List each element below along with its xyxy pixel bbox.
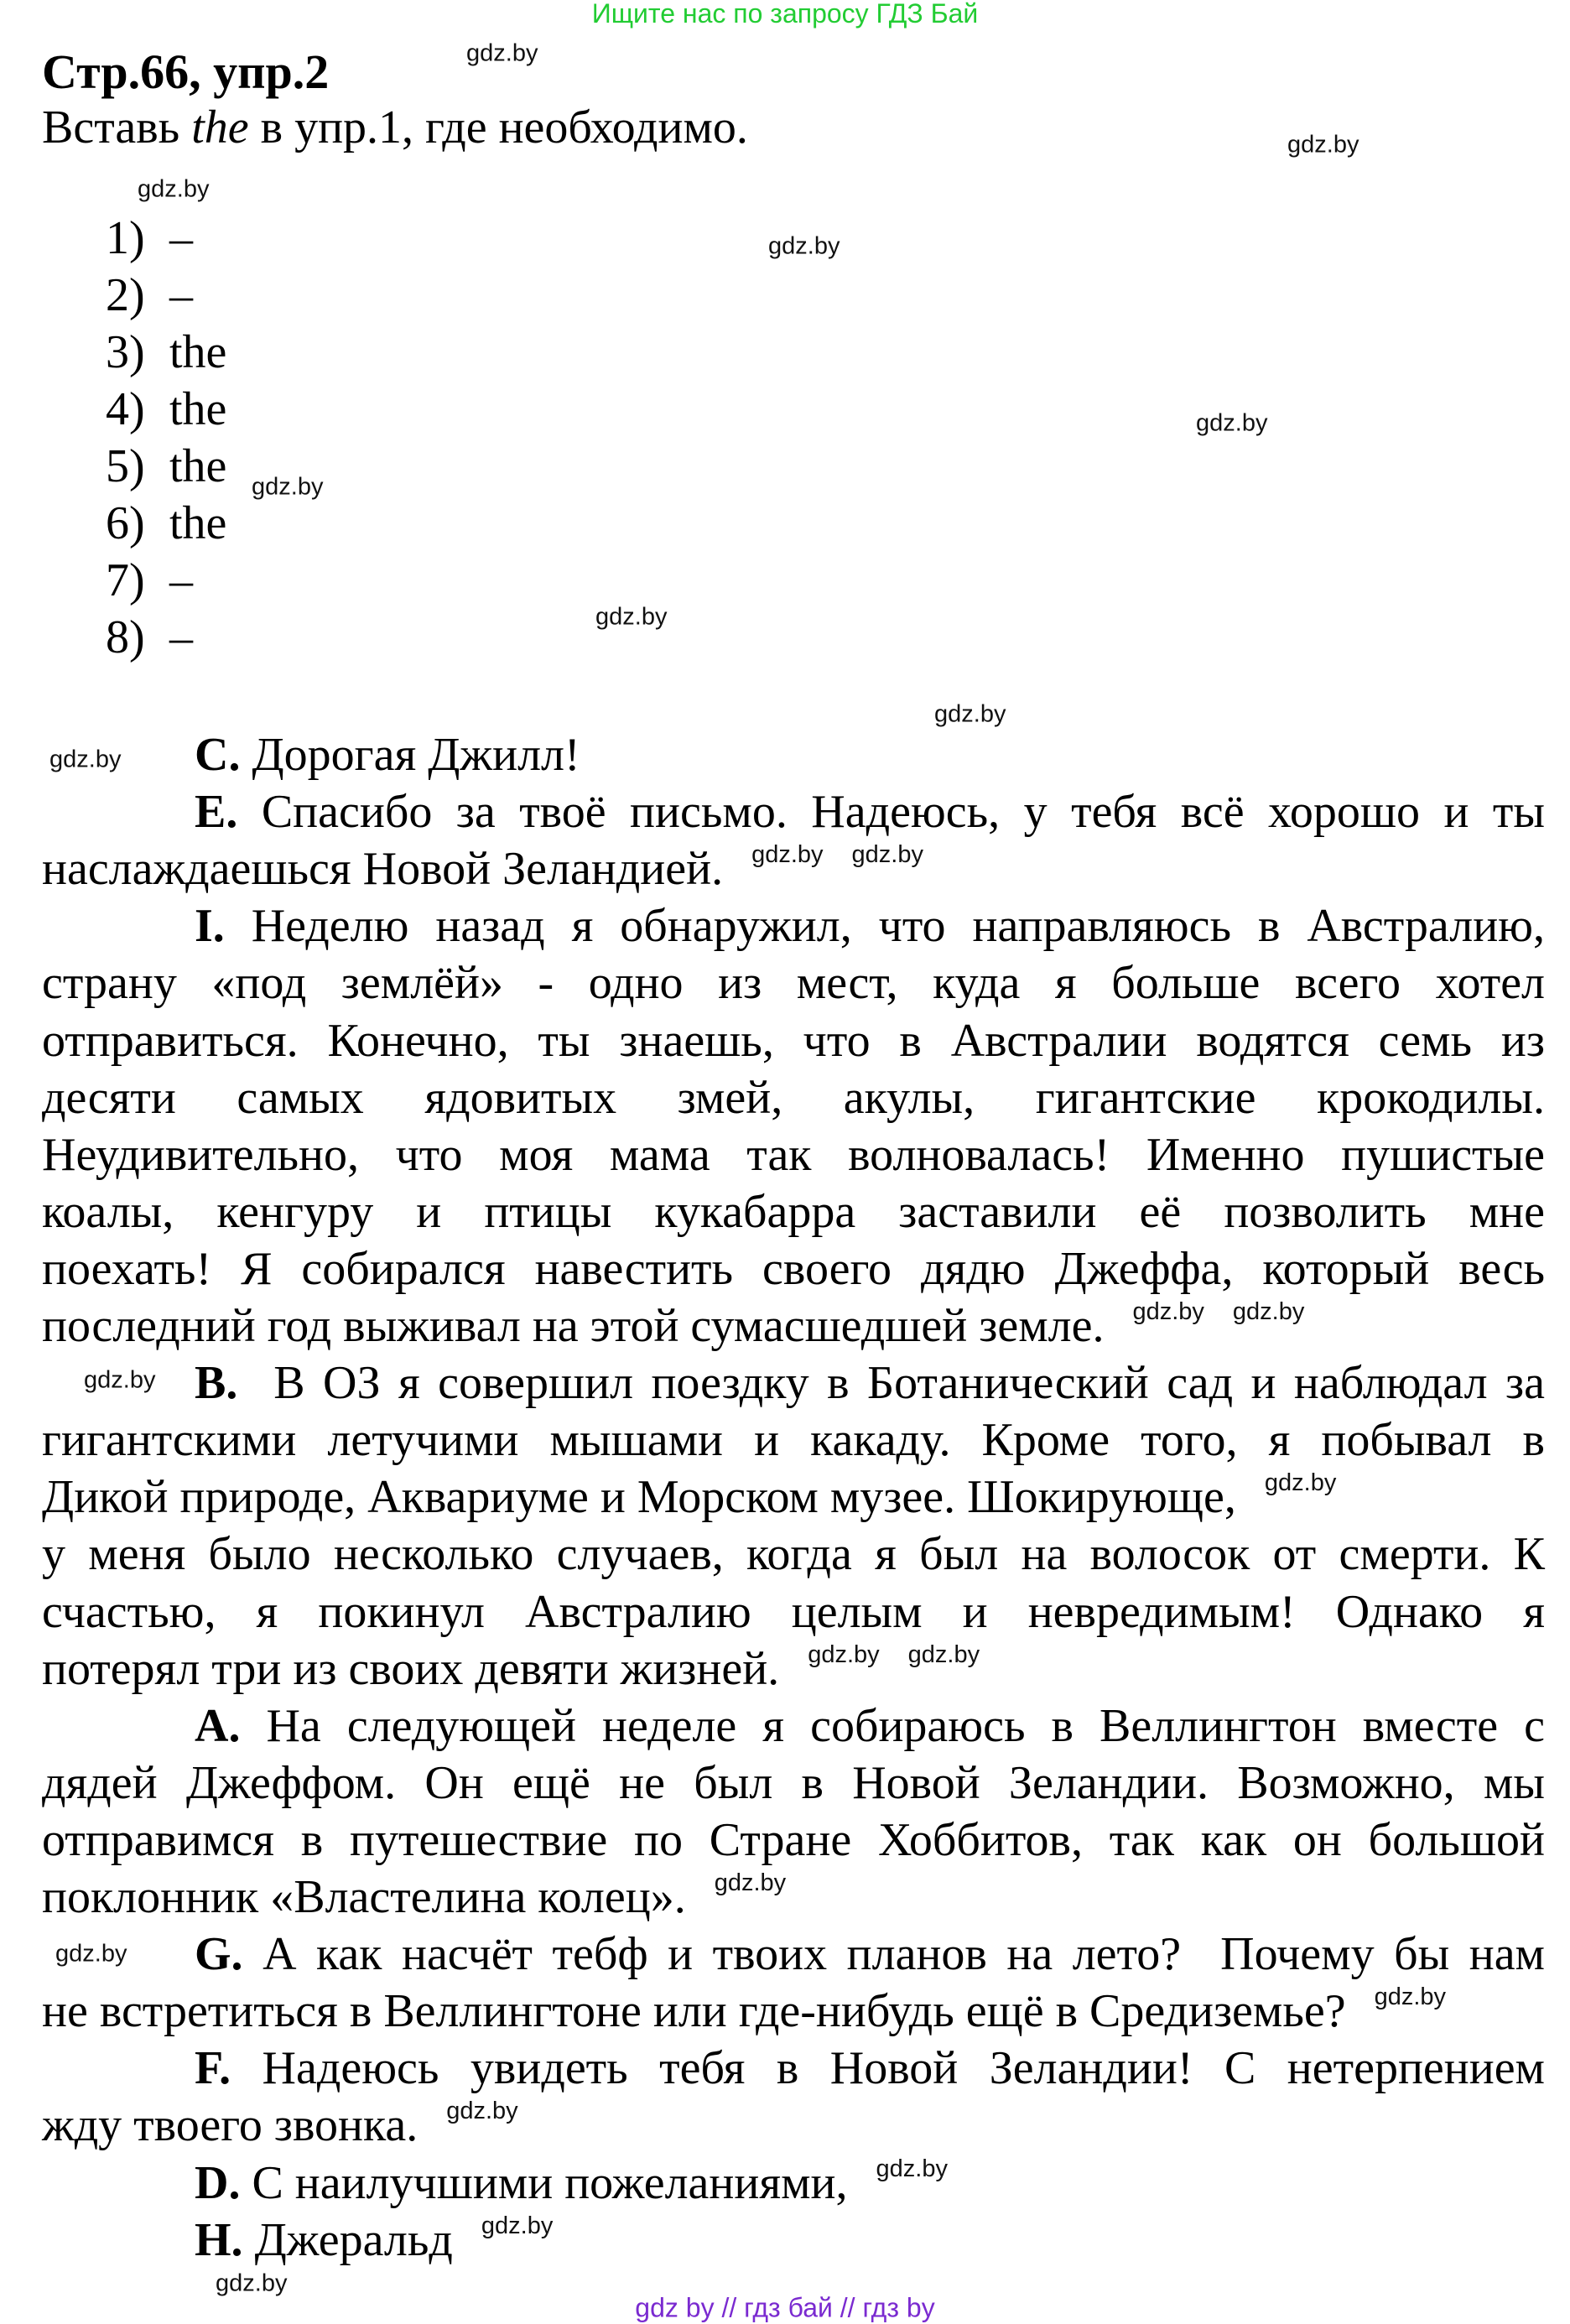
- watermark-link[interactable]: gdz.by: [466, 39, 538, 67]
- line-content: [42, 843, 723, 895]
- answer-number: 1): [106, 212, 145, 264]
- watermark-link[interactable]: gdz.by: [1196, 409, 1268, 437]
- paragraph-label: G.: [195, 1928, 243, 1981]
- watermark-link[interactable]: gdz.by: [1374, 1983, 1447, 2011]
- answer-value: the: [169, 497, 227, 549]
- line-content: [42, 1586, 1545, 1638]
- line-content: [195, 900, 1545, 952]
- answer-item: [106, 325, 226, 379]
- letter-line: [195, 1926, 1545, 1983]
- letter-line: [42, 1069, 1545, 1126]
- line-text: Дорогая Джилл!: [240, 729, 580, 781]
- line-text: В ОЗ я совершил поездку в Ботанический сад и наблюдал за: [237, 1357, 1545, 1410]
- watermark-link[interactable]: gdz.by: [1264, 1469, 1337, 1497]
- answer-value: the: [169, 383, 227, 435]
- answer-value: –: [169, 611, 193, 663]
- top-banner[interactable]: Ищите нас по запросу ГДЗ Бай: [591, 0, 979, 29]
- line-text: страну «под землёй» - одно из мест, куда я больше всего хотел: [42, 957, 1545, 1010]
- line-content: [195, 1700, 1545, 1752]
- letter-line: [42, 1183, 1545, 1240]
- letter-line: [42, 1126, 1545, 1183]
- line-text: Джеральд: [242, 2213, 453, 2266]
- letter-line: [42, 1412, 1545, 1469]
- answer-value: the: [169, 326, 227, 378]
- line-content: [42, 1528, 1545, 1580]
- watermark-link[interactable]: gdz.by: [934, 700, 1006, 728]
- line-content: [42, 957, 1545, 1009]
- answer-number: 5): [106, 440, 145, 492]
- page-title: Стр.66, упр.2: [42, 44, 330, 99]
- answer-value: –: [169, 269, 193, 321]
- line-content: [195, 1357, 1545, 1409]
- line-content: [42, 1129, 1545, 1181]
- letter-line: [195, 2155, 1545, 2212]
- line-text: отправимся в путешествие по Стране Хоббитов, так как он большой: [42, 1813, 1545, 1866]
- answer-value: –: [169, 212, 193, 264]
- line-content: [42, 1072, 1545, 1124]
- line-content: [195, 786, 1545, 838]
- answer-item: [106, 211, 193, 265]
- line-content: [42, 1985, 1346, 2037]
- bottom-banner[interactable]: gdz by // гдз бай // гдз by: [635, 2292, 935, 2323]
- watermark-link[interactable]: gdz.by: [55, 1940, 127, 1968]
- watermark-link[interactable]: gdz.by: [49, 746, 122, 773]
- letter-line: [42, 1983, 1545, 2040]
- watermark-link[interactable]: gdz.by: [138, 175, 210, 203]
- watermark-link[interactable]: gdz.by: [84, 1366, 156, 1394]
- instruction-start: Вставь: [42, 101, 192, 153]
- letter-line: [42, 1640, 1545, 1698]
- instruction-end: в упр.1, где необходимо.: [248, 101, 748, 153]
- line-content: [195, 2042, 1545, 2094]
- line-text: Неделю назад я обнаружил, что направляюсь в Австралию,: [224, 900, 1545, 953]
- letter-line: [195, 783, 1545, 840]
- letter-line: [195, 897, 1545, 954]
- watermark-link[interactable]: gdz.by: [446, 2098, 518, 2125]
- watermark-link[interactable]: gdz.by: [851, 841, 923, 869]
- line-text: С наилучшими пожеланиями,: [240, 2156, 848, 2209]
- line-text: поклонник «Властелина колец».: [42, 1871, 686, 1923]
- line-content: [42, 1414, 1545, 1466]
- line-content: [195, 2214, 453, 2266]
- letter-line: [42, 1526, 1545, 1583]
- letter-line: [42, 954, 1545, 1011]
- line-text: наслаждаешься Новой Зеландией.: [42, 843, 724, 896]
- watermark-link[interactable]: gdz.by: [481, 2212, 554, 2239]
- line-text: Дикой природе, Аквариуме и Морском музее. Шокирующе,: [42, 1471, 1236, 1524]
- answer-number: 2): [106, 269, 145, 321]
- letter-line: [42, 1755, 1545, 1812]
- line-content: [42, 1814, 1545, 1866]
- answer-item: [106, 268, 193, 322]
- letter-line: [195, 2212, 1545, 2269]
- line-text: коалы, кенгуру и птицы кукабарра заставили её позволить мне: [42, 1185, 1545, 1238]
- line-text: Надеюсь увидеть тебя в Новой Зеландии! С нетерпением: [231, 2042, 1545, 2095]
- answer-value: –: [169, 554, 193, 606]
- line-content: [42, 1186, 1545, 1238]
- letter-line: [42, 1869, 1545, 1926]
- letter-line: [195, 1354, 1545, 1412]
- line-content: [195, 729, 580, 781]
- line-content: [42, 1871, 686, 1923]
- answer-item: [106, 382, 226, 436]
- line-text: последний год выживал на этой сумасшедшей земле.: [42, 1300, 1105, 1352]
- answer-number: 6): [106, 497, 145, 549]
- line-text: На следующей неделе я собираюсь в Веллингтон вместе с: [240, 1699, 1545, 1752]
- letter-line: [42, 1297, 1545, 1354]
- line-text: у меня было несколько случаев, когда я был на волосок от смерти. К: [42, 1528, 1545, 1581]
- letter-line: [42, 1240, 1545, 1297]
- answer-item: [106, 554, 193, 607]
- letter-line: [42, 1812, 1545, 1869]
- line-content: [195, 2157, 848, 2209]
- line-content: [42, 1243, 1545, 1295]
- task-instruction: [42, 101, 748, 154]
- line-content: [42, 2099, 418, 2151]
- line-content: [195, 1928, 1545, 1980]
- line-text: Спасибо за твоё письмо. Надеюсь, у тебя всё хорошо и ты: [237, 786, 1545, 839]
- watermark-link[interactable]: gdz.by: [907, 1640, 980, 1668]
- watermark-link[interactable]: gdz.by: [714, 1869, 787, 1896]
- line-text: десяти самых ядовитых змей, акулы, гигантские крокодилы.: [42, 1071, 1545, 1124]
- watermark-link[interactable]: gdz.by: [595, 603, 668, 631]
- paragraph-label: B.: [195, 1357, 238, 1410]
- line-text: дядей Джеффом. Он ещё не был в Новой Зеландии. Возможно, мы: [42, 1756, 1545, 1809]
- answer-number: 7): [106, 554, 145, 606]
- letter-line: [42, 840, 1545, 897]
- watermark-link[interactable]: gdz.by: [808, 1640, 880, 1668]
- line-content: [42, 1015, 1545, 1067]
- answer-item: [106, 439, 226, 493]
- letter-line: [42, 2097, 1545, 2154]
- answer-number: 3): [106, 326, 145, 378]
- watermark-link[interactable]: gdz.by: [1287, 131, 1359, 159]
- watermark-link[interactable]: gdz.by: [1132, 1298, 1204, 1325]
- paragraph-label: C.: [195, 729, 241, 781]
- paragraph-label: A.: [195, 1699, 241, 1752]
- line-content: [42, 1757, 1545, 1809]
- paragraph-label: H.: [195, 2213, 243, 2266]
- line-content: [42, 1643, 779, 1695]
- letter-line: [195, 2040, 1545, 2097]
- letter-line: [42, 1583, 1545, 1640]
- line-text: поехать! Я собирался навестить своего дядю Джеффа, который весь: [42, 1242, 1545, 1295]
- paragraph-label: I.: [195, 900, 225, 953]
- watermark-link[interactable]: gdz.by: [768, 232, 840, 260]
- answer-item: [106, 611, 193, 664]
- line-text: гигантскими летучими мышами и какаду. Кроме того, я побывал в: [42, 1414, 1545, 1467]
- answer-item: [106, 497, 226, 550]
- answer-number: 4): [106, 383, 145, 435]
- paragraph-label: E.: [195, 786, 238, 839]
- paragraph-label: F.: [195, 2042, 231, 2095]
- line-text: Неудивительно, что моя мама так волновалась! Именно пушистые: [42, 1128, 1545, 1181]
- watermark-link[interactable]: gdz.by: [751, 841, 824, 869]
- line-text: потерял три из своих девяти жизней.: [42, 1642, 780, 1695]
- watermark-link[interactable]: gdz.by: [216, 2269, 288, 2297]
- paragraph-label: D.: [195, 2156, 241, 2209]
- line-text: не встретиться в Веллингтоне или где-нибудь ещё в Средиземье?: [42, 1985, 1346, 2038]
- letter-line: [195, 726, 1545, 783]
- letter-line: [42, 1012, 1545, 1069]
- instruction-italic: the: [191, 101, 249, 153]
- watermark-link[interactable]: gdz.by: [252, 473, 324, 501]
- line-text: отправиться. Конечно, ты знаешь, что в Австралии водятся семь из: [42, 1014, 1545, 1067]
- line-text: счастью, я покинул Австралию целым и невредимым! Однако я: [42, 1585, 1545, 1638]
- letter-line: [195, 1698, 1545, 1755]
- line-content: [42, 1471, 1236, 1523]
- watermark-link[interactable]: gdz.by: [1232, 1298, 1305, 1325]
- watermark-link[interactable]: gdz.by: [876, 2155, 948, 2182]
- line-text: А как насчёт тебф и твоих планов на лето? Почему бы нам: [242, 1928, 1545, 1981]
- letter-line: [42, 1469, 1545, 1526]
- answer-number: 8): [106, 611, 145, 663]
- line-text: жду твоего звонка.: [42, 2099, 418, 2152]
- line-content: [42, 1300, 1104, 1352]
- answer-value: the: [169, 440, 227, 492]
